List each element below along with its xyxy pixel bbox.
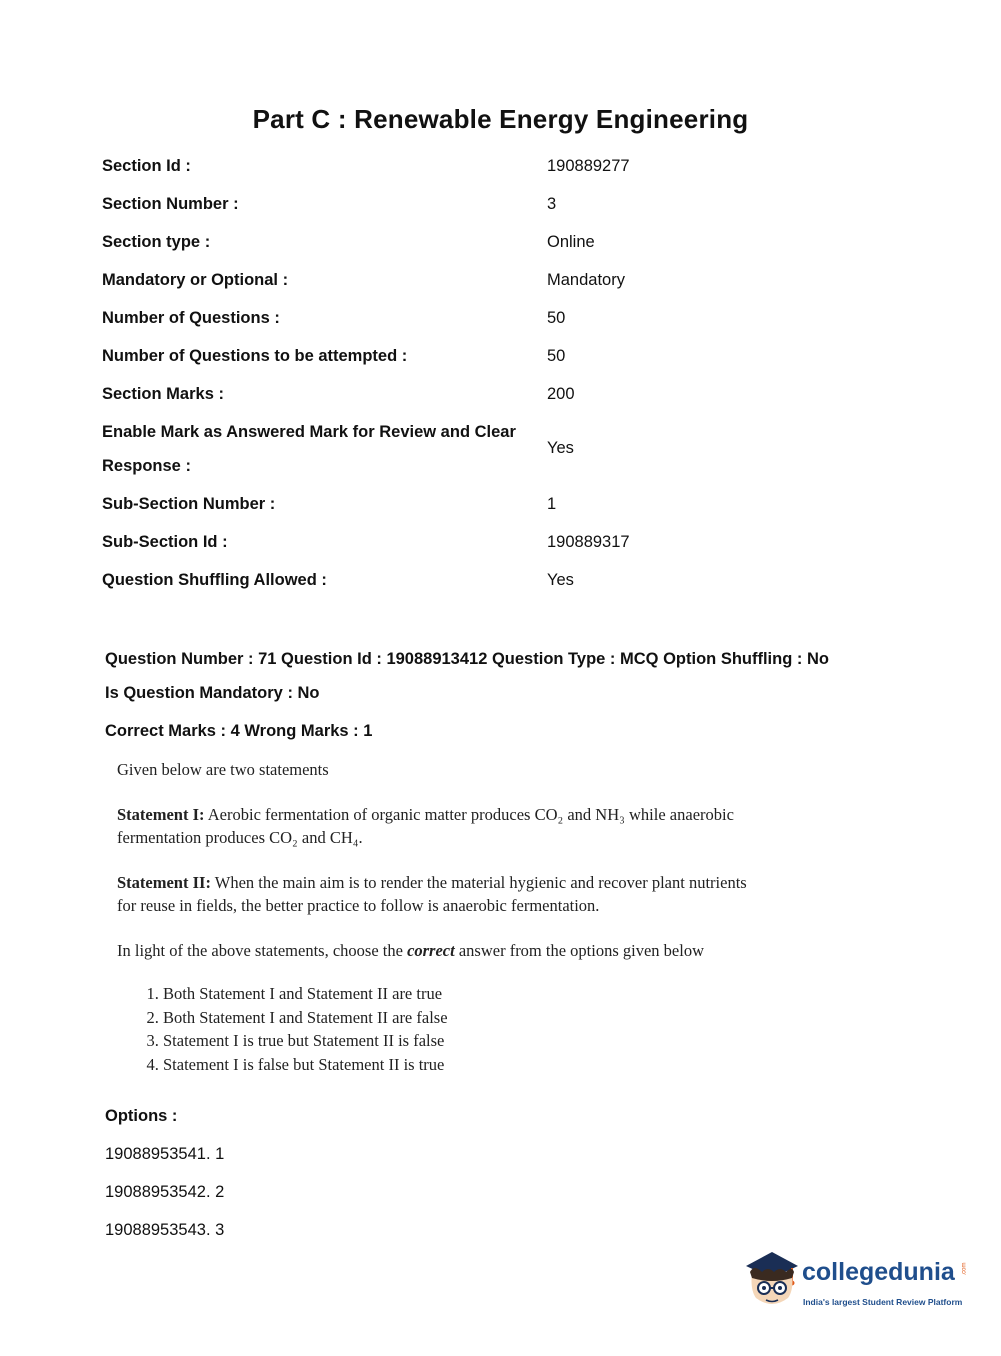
instruction-emphasis: correct — [407, 941, 455, 960]
info-row-subsection-id — [102, 529, 662, 567]
statement-2-label: Statement II: — [117, 873, 211, 892]
statement-1-label: Statement I: — [117, 805, 205, 824]
info-row-questions-attempted — [102, 343, 662, 381]
statement-1-text: Aerobic fermentation of organic matter produces CO₂ and NH₃ while anaerobic fermentation produces CO₂ and CH₄. — [117, 805, 734, 847]
statement-1 — [117, 803, 757, 849]
question-marks-line: Correct Marks : 4 Wrong Marks : 1 — [105, 722, 373, 740]
question-body — [117, 758, 757, 1076]
choice-item: 2. Both Statement I and Statement II are false — [163, 1006, 757, 1030]
info-row-mandatory — [102, 267, 662, 305]
info-label: Number of Questions : — [102, 309, 280, 327]
info-value: 50 — [547, 347, 566, 365]
info-value: Online — [547, 233, 595, 251]
info-row-mark-for-review — [102, 419, 662, 491]
mascot-icon — [742, 1250, 802, 1312]
question-mandatory-line: Is Question Mandatory : No — [105, 684, 320, 702]
statement-2 — [117, 871, 757, 917]
info-label: Number of Questions to be attempted : — [102, 347, 408, 365]
info-label: Section Marks : — [102, 385, 224, 403]
info-label: Section Number : — [102, 195, 239, 213]
info-label: Section Id : — [102, 157, 191, 175]
option-item: 19088953543. 3 — [105, 1221, 225, 1239]
question-meta-line: Question Number : 71 Question Id : 19088913412 Question Type : MCQ Option Shuffling : No — [105, 650, 829, 668]
info-label: Mandatory or Optional : — [102, 271, 289, 289]
choice-item: 1. Both Statement I and Statement II are true — [163, 982, 757, 1006]
info-row-section-marks — [102, 381, 662, 419]
info-label: Sub-Section Number : — [102, 495, 276, 513]
info-label: Section type : — [102, 233, 211, 251]
info-row-question-count — [102, 305, 662, 343]
info-label: Sub-Section Id : — [102, 533, 228, 551]
info-value: 200 — [547, 385, 575, 403]
statement-2-text: When the main aim is to render the material hygienic and recover plant nutrients for reuse in fields, the better practice to follow is anaerobic fermentation. — [117, 873, 747, 915]
logo-brand-text: collegedunia — [802, 1258, 955, 1286]
info-value: Yes — [547, 439, 574, 457]
page-title: Part C : Renewable Energy Engineering — [252, 104, 749, 134]
info-value: 50 — [547, 309, 566, 327]
info-value: 190889317 — [547, 533, 630, 551]
choice-item: 4. Statement I is false but Statement II is true — [163, 1053, 757, 1077]
section-info-table — [102, 153, 662, 605]
choice-list — [117, 982, 757, 1076]
info-value: Yes — [547, 571, 574, 589]
collegedunia-logo — [742, 1250, 972, 1310]
question-intro: Given below are two statements — [117, 760, 329, 779]
choice-item: 3. Statement I is true but Statement II is false — [163, 1029, 757, 1053]
instruction-text: In light of the above statements, choose the — [117, 941, 408, 960]
option-item: 19088953542. 2 — [105, 1183, 225, 1201]
info-label: Enable Mark as Answered Mark for Review and Clear Response : — [102, 423, 516, 475]
info-value: 190889277 — [547, 157, 630, 175]
info-label: Question Shuffling Allowed : — [102, 571, 327, 589]
info-value: 1 — [547, 495, 557, 513]
info-value: Mandatory — [547, 271, 625, 289]
info-row-subsection-number — [102, 491, 662, 529]
info-row-section-type — [102, 229, 662, 267]
logo-tagline: India's largest Student Review Platform — [803, 1297, 963, 1307]
instruction-text: answer from the options given below — [454, 941, 704, 960]
info-row-question-shuffling — [102, 567, 662, 605]
question-instruction — [117, 939, 757, 962]
info-row-section-id — [102, 153, 662, 191]
option-item: 19088953541. 1 — [105, 1145, 225, 1163]
logo-suffix: .com — [961, 1262, 968, 1276]
info-value: 3 — [547, 195, 557, 213]
options-heading: Options : — [105, 1107, 178, 1125]
info-row-section-number — [102, 191, 662, 229]
